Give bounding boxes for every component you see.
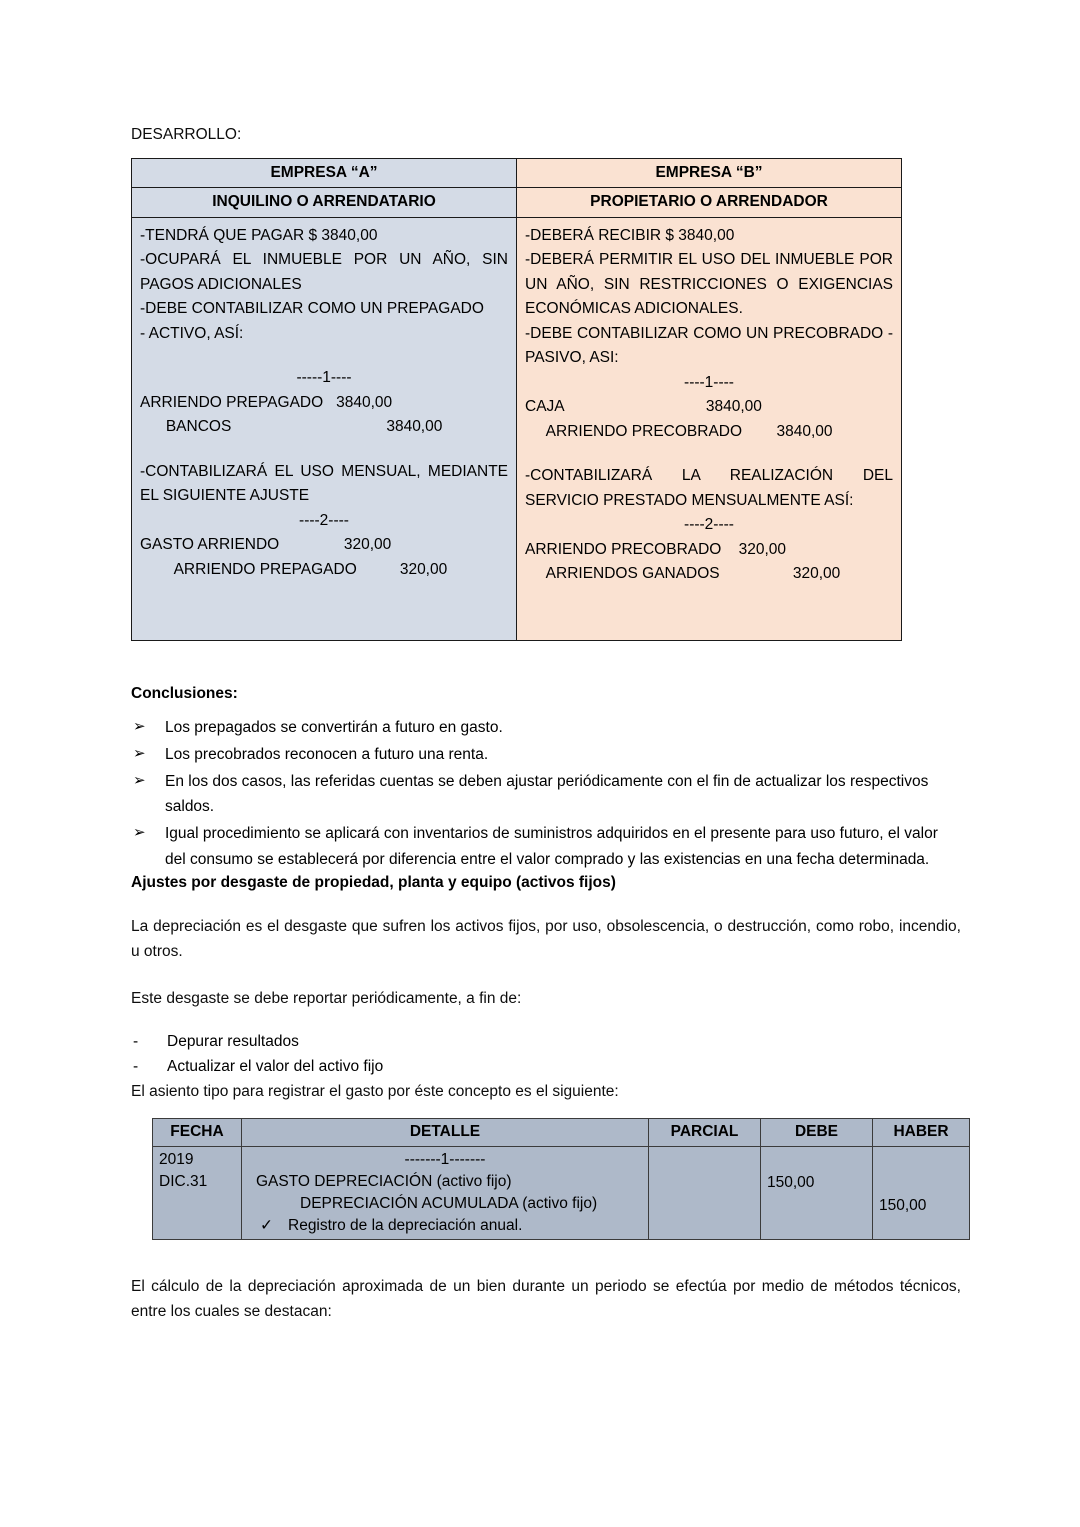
company-b-header: EMPRESA “B” bbox=[517, 159, 902, 188]
company-a-entry2-line-1: ARRIENDO PREPAGADO 320,00 bbox=[140, 560, 448, 578]
dash-bullet-icon: - bbox=[133, 1033, 139, 1051]
company-a-entry2-marker: ----2---- bbox=[299, 511, 349, 529]
depreciation-paragraph-1: La depreciación es el desgaste que sufren los activos fijos, por uso, obsolescencia, o destrucción, como robo, incendio, u otros. bbox=[131, 917, 961, 960]
journal-date-day: DIC.31 bbox=[159, 1173, 208, 1191]
journal-cell-debe bbox=[761, 1147, 873, 1240]
company-b-note: -CONTABILIZARÁ LA REALIZACIÓN DEL SERVICIO PRESTADO MENSUALMENTE ASÍ: bbox=[525, 467, 893, 509]
company-b-entry1-marker: ----1---- bbox=[684, 373, 734, 391]
list-item bbox=[131, 821, 961, 871]
company-b-bullet-0: -DEBERÁ RECIBIR $ 3840,00 bbox=[525, 226, 735, 244]
list-item-text: Los precobrados reconocen a futuro una renta. bbox=[165, 746, 489, 764]
company-b-role: PROPIETARIO O ARRENDADOR bbox=[517, 188, 902, 217]
journal-detail-debit: GASTO DEPRECIACIÓN (activo fijo) bbox=[256, 1173, 512, 1191]
list-item bbox=[131, 742, 961, 767]
list-item bbox=[131, 1029, 961, 1054]
journal-header-parcial: PARCIAL bbox=[649, 1119, 761, 1147]
depreciation-heading: Ajustes por desgaste de propiedad, planta y equipo (activos fijos) bbox=[131, 873, 616, 891]
document-content bbox=[131, 126, 961, 1325]
spacer bbox=[879, 1172, 963, 1195]
journal-entry-marker: -------1------- bbox=[404, 1151, 486, 1169]
company-a-entry2-line-0: GASTO ARRIENDO 320,00 bbox=[140, 536, 392, 554]
journal-header-fecha: FECHA bbox=[153, 1119, 242, 1147]
company-a-body bbox=[132, 217, 517, 640]
company-a-role: INQUILINO O ARRENDATARIO bbox=[132, 188, 517, 217]
journal-cell-detalle bbox=[242, 1147, 649, 1240]
spacer bbox=[131, 1104, 961, 1118]
desarrollo-label: DESARROLLO: bbox=[131, 126, 242, 143]
list-item-text: En los dos casos, las referidas cuentas se deben ajustar periódicamente con el fin de actualizar los respectivos saldos. bbox=[165, 773, 929, 816]
depreciation-paragraph-3: El asiento tipo para registrar el gasto por éste concepto es el siguiente: bbox=[131, 1083, 619, 1101]
company-a-entry1-line-1: BANCOS 3840,00 bbox=[140, 418, 443, 436]
list-item bbox=[131, 1054, 961, 1079]
company-b-body bbox=[517, 217, 902, 640]
spacer bbox=[879, 1149, 963, 1172]
spacer bbox=[140, 346, 508, 366]
journal-detail-credit: DEPRECIACIÓN ACUMULADA (activo fijo) bbox=[300, 1195, 598, 1213]
company-b-bullet-2: -DEBE CONTABILIZAR COMO UN PRECOBRADO - PASIVO, ASI: bbox=[525, 324, 893, 367]
company-a-header: EMPRESA “A” bbox=[132, 159, 517, 188]
depreciation-purpose-list bbox=[131, 1029, 961, 1079]
company-a-entry1-marker: -----1---- bbox=[296, 369, 352, 387]
journal-table-wrapper bbox=[131, 1118, 961, 1240]
spacer bbox=[525, 444, 893, 464]
comparison-table bbox=[131, 158, 902, 641]
table-row bbox=[153, 1147, 970, 1240]
list-item-text: Igual procedimiento se aplicará con inventarios de suministros adquiridos en el presente para uso futuro, el valor del consumo se establecerá por diferencia entre el valor comprado y las existencias en una fecha determinada. bbox=[165, 825, 938, 868]
journal-header-row bbox=[153, 1119, 970, 1147]
company-a-entry1-line-0: ARRIENDO PREPAGADO 3840,00 bbox=[140, 393, 393, 411]
journal-date-year: 2019 bbox=[159, 1151, 194, 1169]
list-item-text: Los prepagados se convertirán a futuro en gasto. bbox=[165, 719, 503, 737]
table-row-company-header bbox=[132, 159, 902, 188]
spacer bbox=[140, 582, 508, 632]
company-a-note: -CONTABILIZARÁ EL USO MENSUAL, MEDIANTE EL SIGUIENTE AJUSTE bbox=[140, 462, 508, 505]
table-row-role-header bbox=[132, 188, 902, 217]
list-item bbox=[131, 715, 961, 740]
check-icon: ✓ bbox=[260, 1217, 273, 1235]
journal-detail-note-row bbox=[248, 1215, 642, 1237]
dash-bullet-icon: - bbox=[133, 1058, 139, 1076]
closing-paragraph: El cálculo de la depreciación aproximada de un bien durante un periodo se efectúa por medio de métodos técnicos, entre los cuales se destacan: bbox=[131, 1278, 961, 1321]
journal-header-debe: DEBE bbox=[761, 1119, 873, 1147]
journal-haber-value: 150,00 bbox=[879, 1197, 927, 1215]
spacer bbox=[525, 587, 893, 597]
spacer bbox=[140, 440, 508, 460]
company-a-bullet-2: -DEBE CONTABILIZAR COMO UN PREPAGADO bbox=[140, 300, 484, 318]
list-item-text: Actualizar el valor del activo fijo bbox=[167, 1058, 384, 1076]
company-b-entry2-line-1: ARRIENDOS GANADOS 320,00 bbox=[525, 565, 841, 583]
spacer bbox=[131, 1011, 961, 1029]
company-b-entry2-marker: ----2---- bbox=[684, 516, 734, 534]
conclusions-title: Conclusiones: bbox=[131, 685, 238, 703]
conclusions-list bbox=[131, 715, 961, 872]
company-a-bullet-0: -TENDRÁ QUE PAGAR $ 3840,00 bbox=[140, 226, 378, 244]
spacer bbox=[131, 1240, 961, 1274]
journal-debe-value: 150,00 bbox=[767, 1174, 815, 1192]
list-item bbox=[131, 769, 961, 819]
journal-header-detalle: DETALLE bbox=[242, 1119, 649, 1147]
journal-cell-fecha bbox=[153, 1147, 242, 1240]
journal-table bbox=[152, 1118, 970, 1240]
spacer bbox=[131, 964, 961, 986]
arrow-bullet-icon: ➢ bbox=[133, 745, 146, 763]
arrow-bullet-icon: ➢ bbox=[133, 824, 146, 842]
arrow-bullet-icon: ➢ bbox=[133, 772, 146, 790]
journal-cell-haber bbox=[873, 1147, 970, 1240]
company-b-entry1-line-1: ARRIENDO PRECOBRADO 3840,00 bbox=[525, 422, 833, 440]
list-item-text: Depurar resultados bbox=[167, 1033, 299, 1051]
depreciation-paragraph-2: Este desgaste se debe reportar periódicamente, a fin de: bbox=[131, 989, 522, 1007]
spacer bbox=[767, 1149, 866, 1172]
journal-detail-note: Registro de la depreciación anual. bbox=[288, 1217, 523, 1235]
journal-header-haber: HABER bbox=[873, 1119, 970, 1147]
company-b-entry2-line-0: ARRIENDO PRECOBRADO 320,00 bbox=[525, 540, 786, 558]
arrow-bullet-icon: ➢ bbox=[133, 718, 146, 736]
spacer bbox=[131, 641, 961, 685]
company-b-bullet-1: -DEBERÁ PERMITIR EL USO DEL INMUEBLE POR UN AÑO, SIN RESTRICCIONES O EXIGENCIAS ECONÓMICAS ADICIONALES. bbox=[525, 251, 893, 318]
company-a-bullet-1: -OCUPARÁ EL INMUEBLE POR UN AÑO, SIN PAGOS ADICIONALES bbox=[140, 251, 508, 293]
spacer bbox=[131, 892, 961, 914]
company-a-bullet-3: - ACTIVO, ASÍ: bbox=[140, 324, 244, 342]
journal-cell-parcial bbox=[649, 1147, 761, 1240]
company-b-entry1-line-0: CAJA 3840,00 bbox=[525, 398, 762, 416]
table-row-body bbox=[132, 217, 902, 640]
